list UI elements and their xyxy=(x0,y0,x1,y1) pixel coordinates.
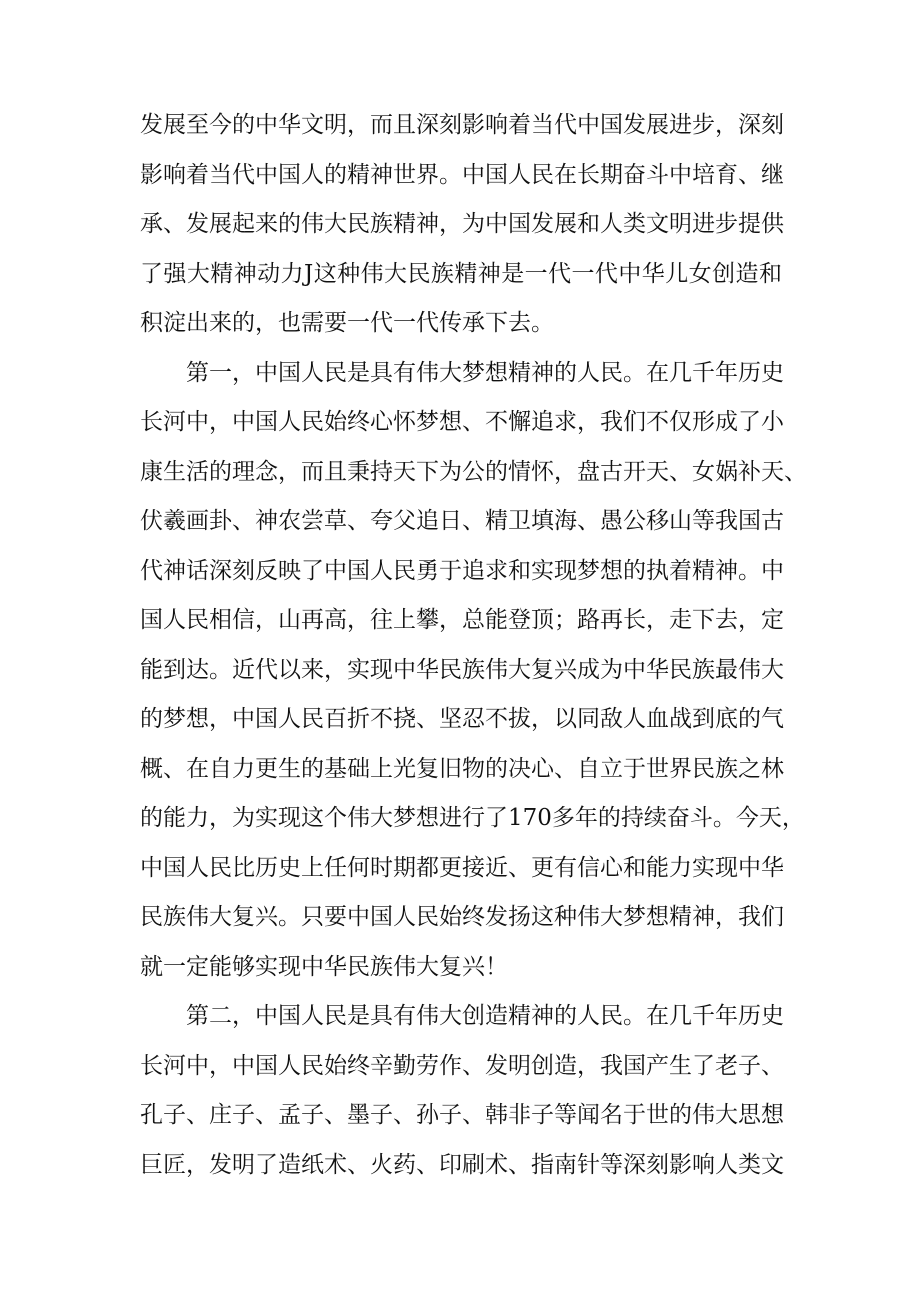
paragraph-line: 国人民相信，山再高，往上攀，总能登顶；路再长，走下去，定 xyxy=(140,607,784,633)
paragraph-line: 了强大精神动力J这种伟大民族精神是一代一代中华儿女创造和 xyxy=(140,260,782,287)
paragraph-line: 就一定能够实现中华民族伟大复兴！ xyxy=(140,953,508,980)
paragraph-line: 积淀出来的，也需要一代一代传承下去。 xyxy=(140,310,554,336)
paragraph-line: 伏羲画卦、神农尝草、夸父追日、精卫填海、愚公移山等我国古 xyxy=(140,508,784,534)
document-body xyxy=(140,101,807,1190)
paragraph-line: 长河中，中国人民始终辛勤劳作、发明创造，我国产生了老子、 xyxy=(140,1052,784,1079)
paragraph-line: 发展至今的中华文明，而且深刻影响着当代中国发展进步，深刻 xyxy=(140,112,784,138)
paragraph-line: 康生活的理念，而且秉持天下为公的情怀，盘古开天、女娲补天、 xyxy=(140,458,807,485)
paragraph-line: 的能力，为实现这个伟大梦想进行了170多年的持续奋斗。今天， xyxy=(140,805,805,831)
paragraph-line: 代神话深刻反映了中国人民勇于追求和实现梦想的执着精神。中 xyxy=(140,557,784,584)
paragraph-line: 影响着当代中国人的精神世界。中国人民在长期奋斗中培育、继 xyxy=(140,161,784,188)
paragraph-line: 巨匠，发明了造纸术、火药、印刷术、指南针等深刻影响人类文 xyxy=(140,1151,784,1178)
paragraph-line: 承、发展起来的伟大民族精神，为中国发展和人类文明进步提供 xyxy=(140,211,784,237)
paragraph-line: 民族伟大复兴。只要中国人民始终发扬这种伟大梦想精神，我们 xyxy=(140,904,784,930)
paragraph-3 xyxy=(140,992,782,1190)
paragraph-line: 第二，中国人民是具有伟大创造精神的人民。在几千年历史 xyxy=(186,1003,784,1029)
paragraph-line: 中国人民比历史上任何时期都更接近、更有信心和能力实现中华 xyxy=(140,854,784,881)
paragraph-1 xyxy=(140,101,782,349)
paragraph-line: 的梦想，中国人民百折不挠、坚忍不拔，以同敌人血战到底的气 xyxy=(140,706,784,732)
paragraph-line: 第一，中国人民是具有伟大梦想精神的人民。在几千年历史 xyxy=(186,359,784,386)
paragraph-2 xyxy=(140,349,807,993)
paragraph-line: 概、在自力更生的基础上光复旧物的决心、自立于世界民族之林 xyxy=(140,755,784,782)
paragraph-line: 孔子、庄子、孟子、墨子、孙子、韩非子等闻名于世的伟大思想 xyxy=(140,1102,784,1128)
paragraph-line: 能到达。近代以来，实现中华民族伟大复兴成为中华民族最伟大 xyxy=(140,656,784,683)
paragraph-line: 长河中，中国人民始终心怀梦想、不懈追求，我们不仅形成了小 xyxy=(140,409,784,435)
